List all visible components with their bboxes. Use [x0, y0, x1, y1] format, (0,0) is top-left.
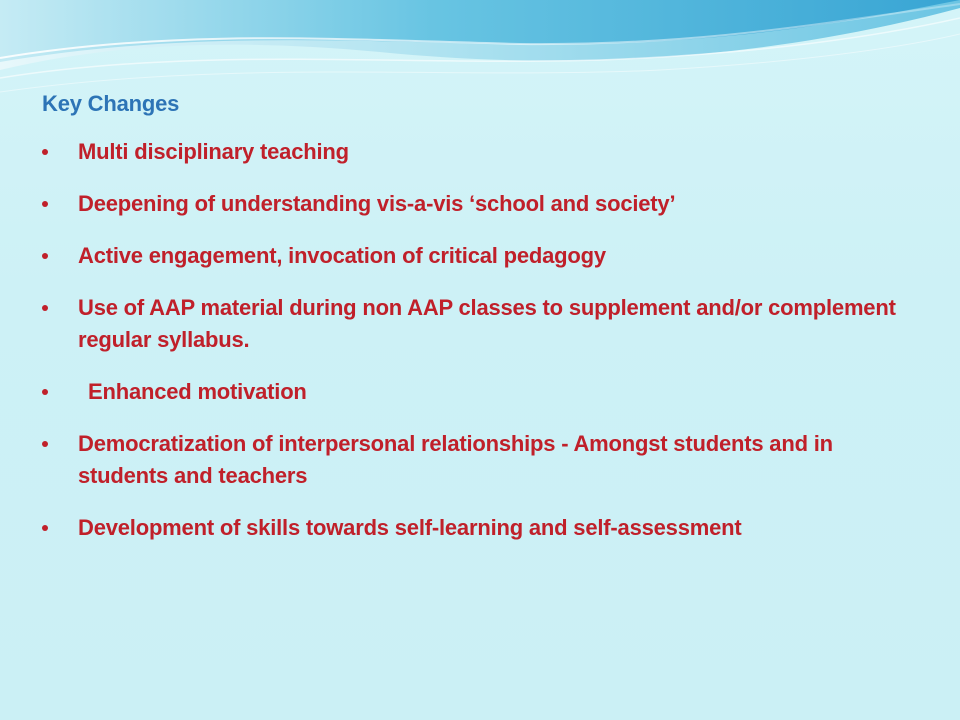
bullet-text: Use of AAP material during non AAP classes to supplement and/or complement regular syllabus. [78, 295, 896, 352]
bullet-item [42, 376, 922, 408]
bullet-item [42, 512, 922, 544]
slide-content [42, 88, 922, 564]
bullet-text: Development of skills towards self-learning and self-assessment [78, 515, 742, 540]
bullet-item [42, 428, 922, 492]
bullet-item [42, 240, 922, 272]
bullet-dot [42, 441, 48, 447]
bullet-item [42, 292, 922, 356]
bullet-text: Enhanced motivation [88, 379, 307, 404]
slide-heading: Key Changes [42, 91, 180, 116]
bullet-text: Multi disciplinary teaching [78, 139, 349, 164]
bullet-list [42, 136, 922, 544]
bullet-item [42, 136, 922, 168]
bullet-dot [42, 253, 48, 259]
bullet-dot [42, 525, 48, 531]
bullet-dot [42, 305, 48, 311]
bullet-text: Active engagement, invocation of critical pedagogy [78, 243, 606, 268]
bullet-text: Deepening of understanding vis-a-vis ‘school and society’ [78, 191, 676, 216]
bullet-dot [42, 389, 48, 395]
bullet-dot [42, 201, 48, 207]
bullet-dot [42, 149, 48, 155]
bullet-text: Democratization of interpersonal relationships - Amongst students and in students and teachers [78, 431, 833, 488]
bullet-item [42, 188, 922, 220]
